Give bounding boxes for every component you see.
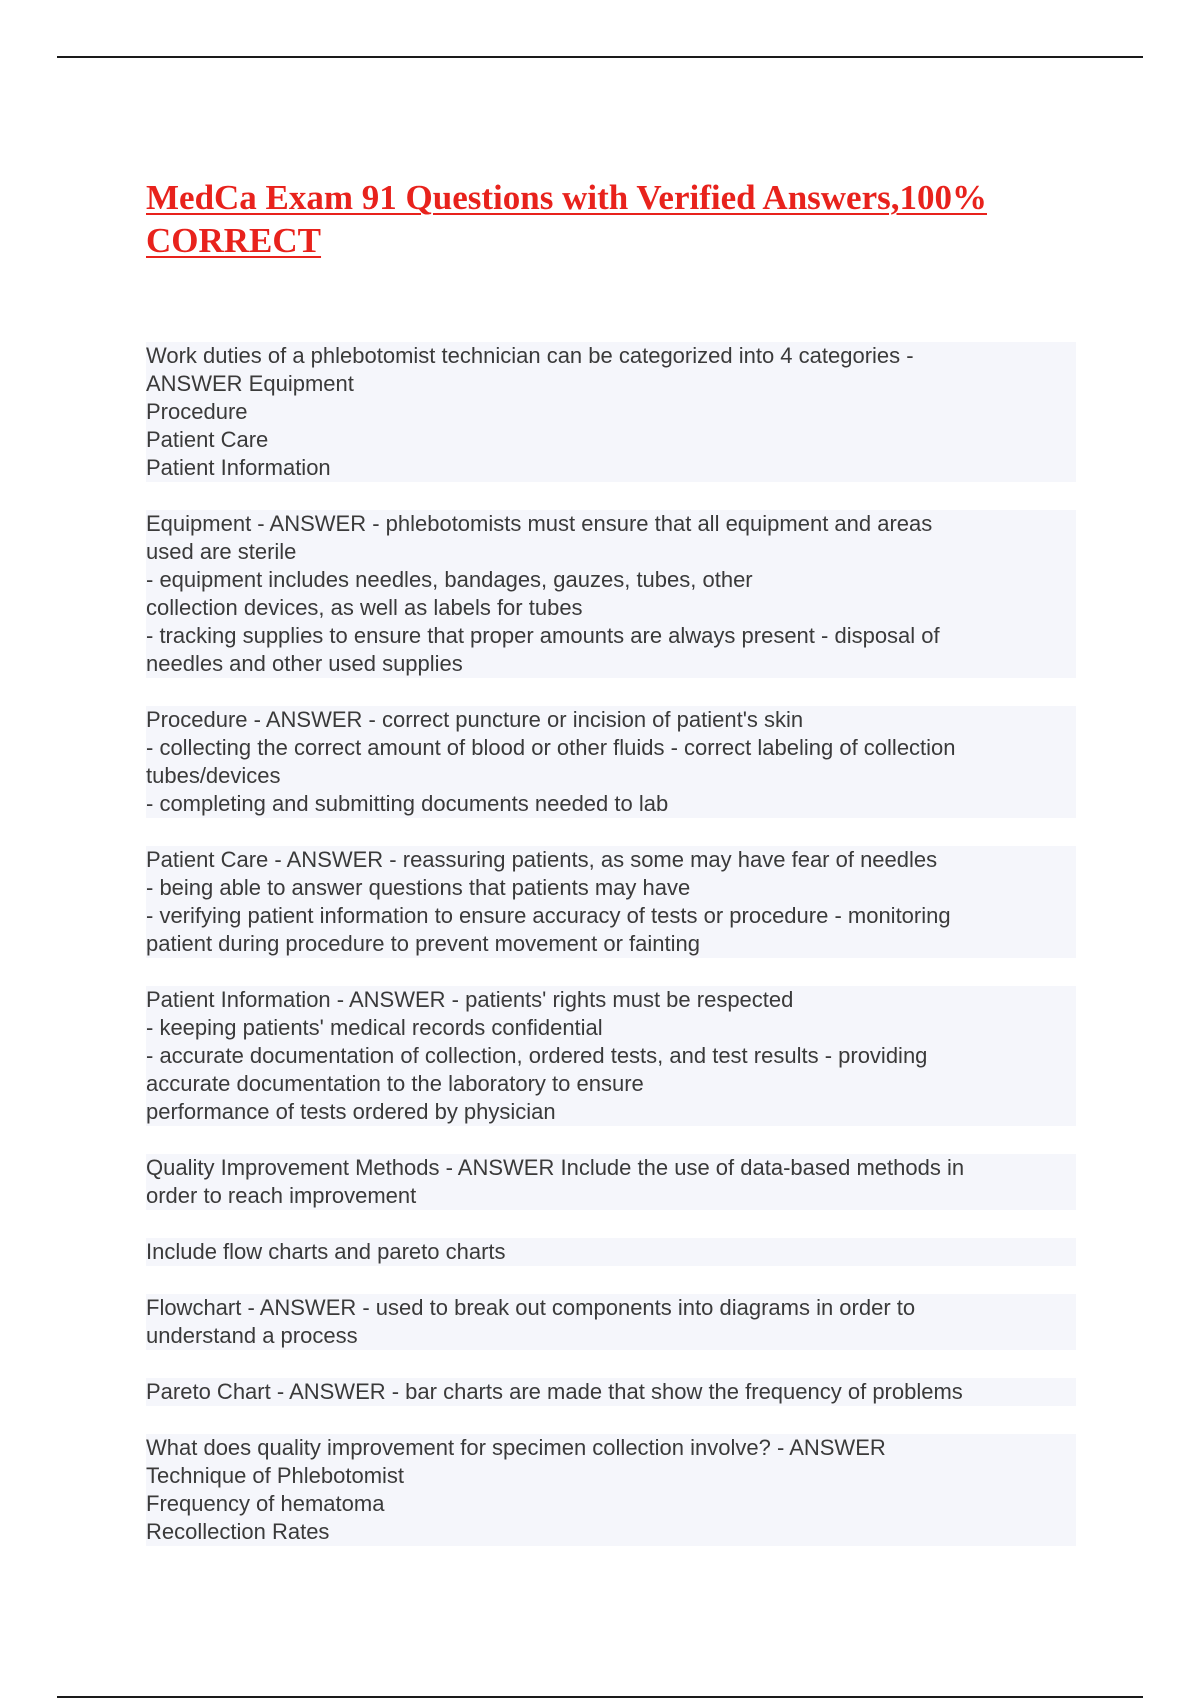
qa-text-line: - collecting the correct amount of blood or other fluids - correct labeling of collection: [146, 734, 1076, 762]
qa-text-line: - being able to answer questions that patients may have: [146, 874, 1076, 902]
qa-text-line: Equipment - ANSWER - phlebotomists must ensure that all equipment and areas: [146, 510, 1076, 538]
qa-text-line: - verifying patient information to ensure accuracy of tests or procedure - monitoring: [146, 902, 1076, 930]
qa-text-line: - completing and submitting documents needed to lab: [146, 790, 1076, 818]
qa-entry: [146, 342, 1076, 482]
qa-text-line: - accurate documentation of collection, ordered tests, and test results - providing: [146, 1042, 1076, 1070]
qa-text-line: understand a process: [146, 1322, 1076, 1350]
qa-text-line: Patient Information: [146, 454, 1076, 482]
qa-text-line: Work duties of a phlebotomist technician can be categorized into 4 categories -: [146, 342, 1076, 370]
qa-entry: [146, 1238, 1076, 1266]
qa-text-line: Patient Care - ANSWER - reassuring patients, as some may have fear of needles: [146, 846, 1076, 874]
qa-entry: [146, 846, 1076, 958]
qa-text-line: - keeping patients' medical records confidential: [146, 1014, 1076, 1042]
qa-text-line: What does quality improvement for specimen collection involve? - ANSWER: [146, 1434, 1076, 1462]
qa-entry: [146, 986, 1076, 1126]
qa-text-line: - tracking supplies to ensure that proper amounts are always present - disposal of: [146, 622, 1076, 650]
qa-text-line: needles and other used supplies: [146, 650, 1076, 678]
qa-text-line: patient during procedure to prevent movement or fainting: [146, 930, 1076, 958]
qa-text-line: Frequency of hematoma: [146, 1490, 1076, 1518]
qa-text-line: ANSWER Equipment: [146, 370, 1076, 398]
qa-text-line: order to reach improvement: [146, 1182, 1076, 1210]
qa-entry: [146, 1154, 1076, 1210]
qa-text-line: - equipment includes needles, bandages, gauzes, tubes, other: [146, 566, 1076, 594]
qa-text-line: Flowchart - ANSWER - used to break out components into diagrams in order to: [146, 1294, 1076, 1322]
qa-text-line: Technique of Phlebotomist: [146, 1462, 1076, 1490]
qa-text-line: performance of tests ordered by physician: [146, 1098, 1076, 1126]
qa-entry: [146, 510, 1076, 678]
qa-text-line: accurate documentation to the laboratory to ensure: [146, 1070, 1076, 1098]
document-title-line: MedCa Exam 91 Questions with Verified Answers,100%: [146, 178, 987, 217]
qa-text-line: Procedure: [146, 398, 1076, 426]
qa-text-line: Patient Care: [146, 426, 1076, 454]
qa-entry: [146, 1378, 1076, 1406]
qa-text-line: Procedure - ANSWER - correct puncture or incision of patient's skin: [146, 706, 1076, 734]
footer-rule: [57, 1696, 1143, 1698]
qa-text-line: tubes/devices: [146, 762, 1076, 790]
qa-text-line: Include flow charts and pareto charts: [146, 1238, 1076, 1266]
header-rule: [57, 56, 1143, 58]
document-title: [146, 176, 1076, 262]
qa-text-line: Patient Information - ANSWER - patients' rights must be respected: [146, 986, 1076, 1014]
question-answer-list: [146, 342, 1076, 1574]
document-title-line: CORRECT: [146, 221, 322, 260]
qa-text-line: Quality Improvement Methods - ANSWER Include the use of data-based methods in: [146, 1154, 1076, 1182]
qa-text-line: Recollection Rates: [146, 1518, 1076, 1546]
qa-entry: [146, 1434, 1076, 1546]
qa-text-line: Pareto Chart - ANSWER - bar charts are made that show the frequency of problems: [146, 1378, 1076, 1406]
qa-entry: [146, 1294, 1076, 1350]
qa-text-line: used are sterile: [146, 538, 1076, 566]
qa-text-line: collection devices, as well as labels for tubes: [146, 594, 1076, 622]
qa-entry: [146, 706, 1076, 818]
